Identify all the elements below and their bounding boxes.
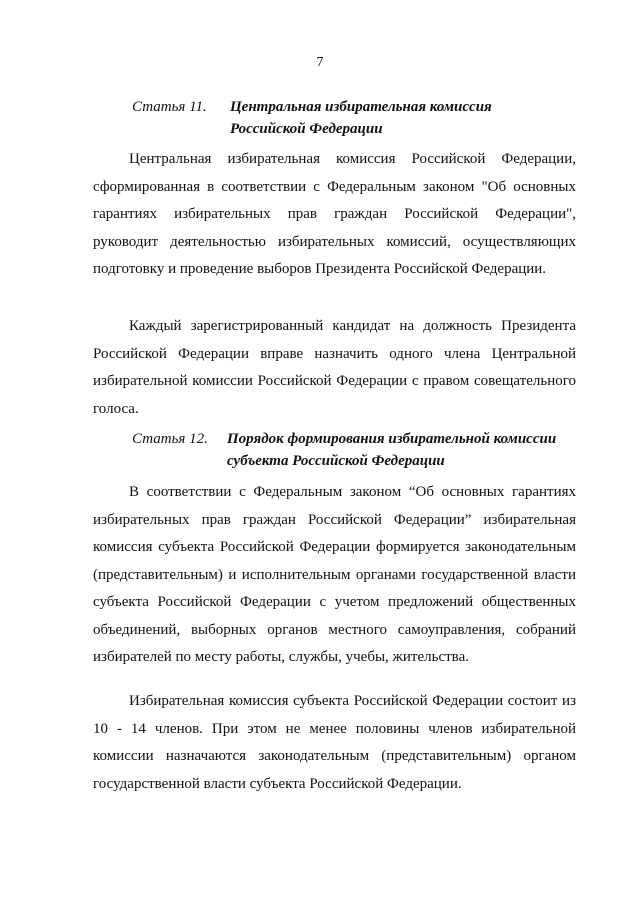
article-12-paragraph-2: Избирательная комиссия субъекта Российской Федерации состоит из 10 - 14 членов. При этом не менее половины членов избирательной комиссии назначаются законодательным (представительным) органом государственной власти субъекта Российской Федерации. bbox=[93, 693, 576, 792]
article-11-heading bbox=[132, 96, 582, 140]
page-number: 7 bbox=[316, 55, 324, 70]
article-11-paragraph-1: Центральная избирательная комиссия Российской Федерации, сформированная в соответствии с Федеральным законом "Об основных гарантиях избирательных прав граждан Российской Федерации", руководит деятельностью избирательных комиссий, осуществляющих подготовку и проведение выборов Президента Российской Федерации. bbox=[93, 151, 576, 277]
article-12-title: Порядок формирования избирательной комиссии субъекта Российской Федерации bbox=[227, 431, 557, 469]
article-12-heading bbox=[132, 428, 582, 472]
article-11-title: Центральная избирательная комиссия Российской Федерации bbox=[230, 99, 492, 137]
article-11-paragraph-2: Каждый зарегистрированный кандидат на должность Президента Российской Федерации вправе назначить одного члена Центральной избирательной комиссии Российской Федерации с правом совещательного голоса. bbox=[93, 318, 576, 417]
article-12-paragraph-1: В соответствии с Федеральным законом “Об основных гарантиях избирательных прав граждан Российской Федерации” избирательная комиссия субъекта Российской Федерации формируется законодательным (представительным) и исполнительным органами государственной власти субъекта Российской Федерации с учетом предложений общественных объединений, выборных органов местного самоуправления, собраний избирателей по месту работы, службы, учебы, жительства. bbox=[93, 484, 576, 665]
article-12-label: Статья 12. bbox=[132, 431, 208, 447]
article-11-label: Статья 11. bbox=[132, 99, 207, 115]
